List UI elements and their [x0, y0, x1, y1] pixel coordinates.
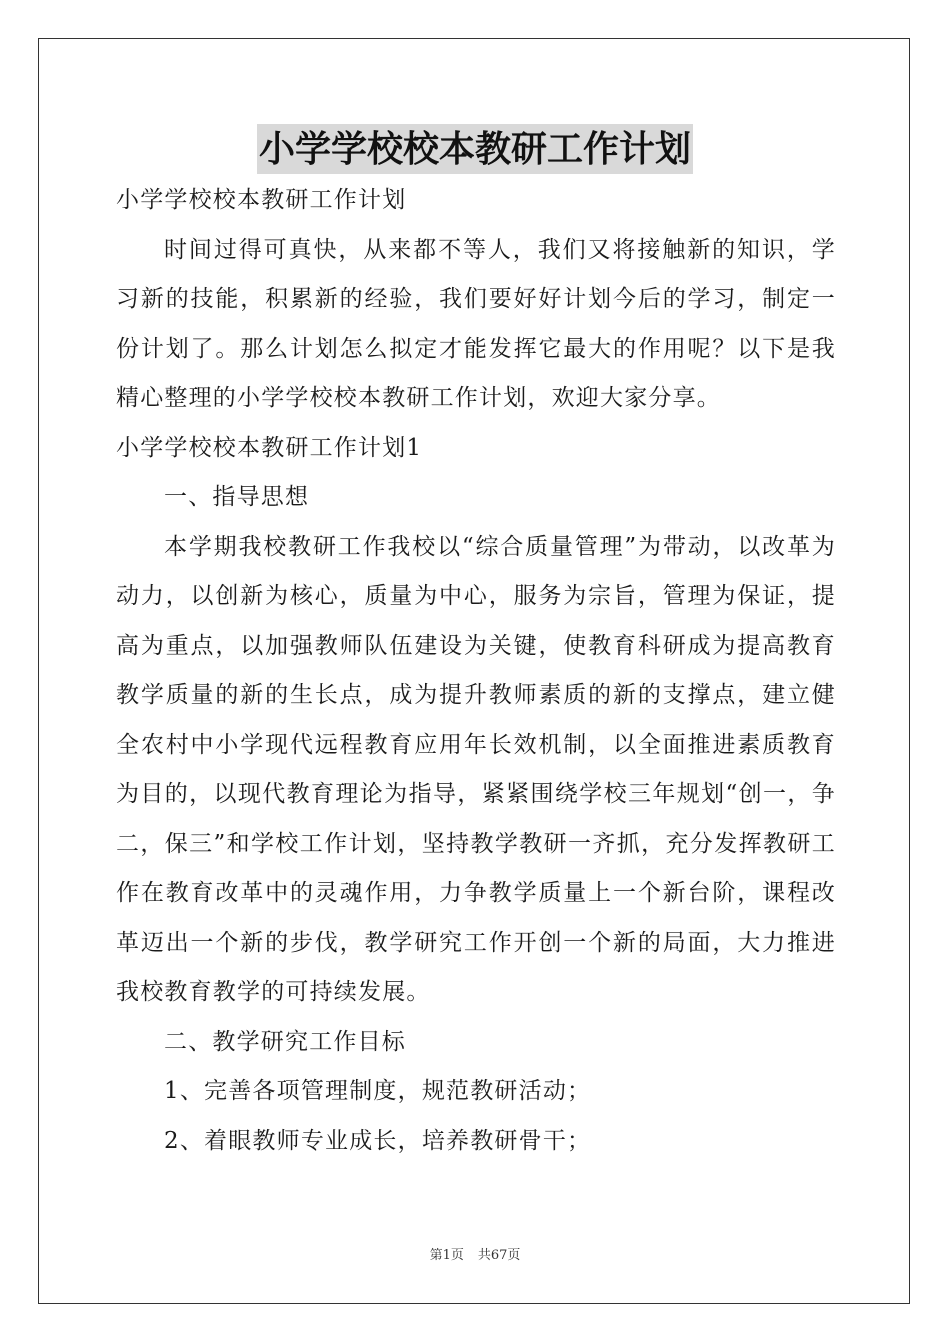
page-footer [0, 1244, 950, 1263]
paragraph-goal-2: 2、着眼教师专业成长，培养教研骨干； [164, 1127, 592, 1154]
page-number: 第1页 [429, 1248, 464, 1263]
paragraph-heading-research-goals: 二、教学研究工作目标 [164, 1028, 406, 1055]
paragraph-guiding-ideology-body: 本学期我校教研工作我校以“综合质量管理”为带动，以改革为动力，以创新为核心，质量为中心，服务为宗旨，管理为保证，提高为重点，以加强教师队伍建设为关键，使教育科研成为提高教育教学质量的新的生长点，成为提升教师素质的新的支撑点，建立健全农村中小学现代远程教育应用年长效机制，以全面推进素质教育为目的，以现代教育理论为指导，紧紧围绕学校三年规划“创一，争二，保三”和学校工作计划，坚持教学教研一齐抓，充分发挥教研工作在教育改革中的灵魂作用，力争教学质量上一个新台阶，课程改革迈出一个新的步伐，教学研究工作开创一个新的局面，大力推进我校教育教学的可持续发展。 [116, 533, 836, 1005]
title-container [0, 124, 950, 174]
paragraph-section-heading: 小学学校校本教研工作计划1 [116, 434, 423, 461]
page-total: 共67页 [477, 1248, 521, 1263]
paragraph-subtitle: 小学学校校本教研工作计划 [116, 187, 407, 213]
paragraph-goal-1: 1、完善各项管理制度，规范教研活动； [164, 1078, 592, 1104]
document-body [116, 176, 836, 1166]
document-title: 小学学校校本教研工作计划 [257, 124, 693, 174]
paragraph-heading-guiding-ideology: 一、指导思想 [164, 484, 310, 510]
paragraph-intro: 时间过得可真快，从来都不等人，我们又将接触新的知识，学习新的技能，积累新的经验，我们要好好计划今后的学习，制定一份计划了。那么计划怎么拟定才能发挥它最大的作用呢？以下是我精心整理的小学学校校本教研工作计划，欢迎大家分享。 [116, 236, 836, 411]
